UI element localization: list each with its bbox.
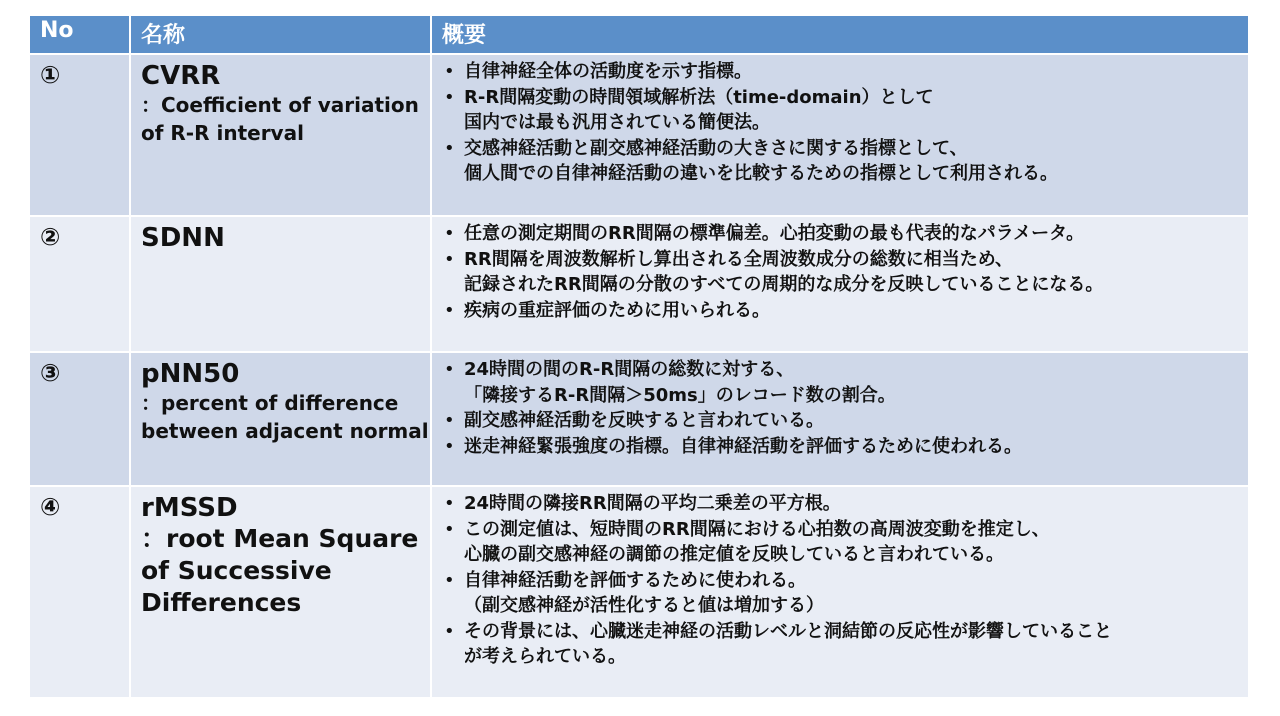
summary-line: • 自律神経全体の活動度を示す指標。: [464, 61, 752, 82]
indicator-fullname-line: of Successive: [141, 556, 332, 585]
indicator-title: rMSSD: [141, 493, 238, 523]
indicator-fullname-line: Differences: [141, 588, 302, 617]
indicator-name: [130, 486, 431, 698]
indicator-fullname-line: of R-R interval: [141, 121, 304, 145]
summary-line: • 自律神経活動を評価するために使われる。: [464, 569, 806, 591]
table-header-row: [30, 16, 1248, 54]
summary-line: • RR間隔を周波数解析し算出される全周波数成分の総数に相当ため、: [464, 248, 1013, 270]
summary-list: [442, 221, 1238, 323]
summary-line: 個人間での自律神経活動の違いを比較するための指標として利用される。: [464, 163, 1058, 184]
summary-line: • 迷走神経緊張強度の指標。自律神経活動を評価するために使われる。: [464, 435, 1022, 457]
summary-bullet: [442, 619, 1238, 670]
summary-bullet: [442, 434, 1238, 460]
header-no: No: [30, 16, 130, 54]
indicator-summary: [431, 54, 1248, 216]
summary-bullet: [442, 298, 1238, 324]
row-number: ②: [30, 216, 130, 352]
table-row: [30, 216, 1248, 352]
row-number: ④: [30, 486, 130, 698]
summary-line: が考えられている。: [464, 646, 626, 667]
indicator-summary: [431, 216, 1248, 352]
indicator-fullname-line: between adjacent normal: [141, 419, 429, 443]
indicator-title: pNN50: [141, 359, 240, 389]
indicator-summary: [431, 486, 1248, 698]
summary-list: [442, 59, 1238, 187]
table-row: [30, 352, 1248, 486]
row-number: ③: [30, 352, 130, 486]
indicator-name: [130, 352, 431, 486]
summary-line: （副交感神経が活性化すると値は増加する）: [464, 595, 824, 616]
header-summary: 概要: [431, 16, 1248, 54]
summary-list: [442, 357, 1238, 459]
indicator-title: CVRR: [141, 61, 221, 91]
indicator-fullname-line: ：percent of difference: [141, 391, 399, 415]
summary-list: [442, 491, 1238, 670]
summary-line: • 24時間の隣接RR間隔の平均二乗差の平方根。: [464, 493, 841, 514]
summary-bullet: [442, 247, 1238, 298]
row-number: ①: [30, 54, 130, 216]
summary-line: • この測定値は、短時間のRR間隔における心拍数の高周波変動を推定し、: [464, 518, 1050, 540]
summary-bullet: [442, 408, 1238, 434]
indicator-title: SDNN: [141, 223, 225, 253]
summary-line: 記録されたRR間隔の分散のすべての周期的な成分を反映していることになる。: [464, 274, 1104, 295]
indicator-fullname-line: ：Coefficient of variation: [141, 93, 419, 117]
summary-bullet: [442, 357, 1238, 408]
summary-line: • その背景には、心臓迷走神経の活動レベルと洞結節の反応性が影響していること: [464, 620, 1112, 642]
table-row: [30, 486, 1248, 698]
indicator-summary: [431, 352, 1248, 486]
summary-line: • 交感神経活動と副交感神経活動の大きさに関する指標として、: [464, 137, 968, 159]
summary-bullet: [442, 568, 1238, 619]
summary-line: • R-R間隔変動の時間領域解析法（time-domain）として: [464, 86, 934, 108]
summary-bullet: [442, 491, 1238, 517]
indicator-name: [130, 216, 431, 352]
summary-bullet: [442, 221, 1238, 247]
table-row: [30, 54, 1248, 216]
summary-line: • 疾病の重症評価のために用いられる。: [464, 299, 770, 321]
summary-line: 「隣接するR-R間隔＞50ms」のレコード数の割合。: [464, 384, 896, 406]
indicator-table: [30, 16, 1248, 699]
summary-line: • 24時間の間のR-R間隔の総数に対する、: [464, 359, 795, 380]
summary-bullet: [442, 59, 1238, 85]
summary-bullet: [442, 85, 1238, 136]
summary-line: 国内では最も汎用されている簡便法。: [464, 112, 770, 133]
indicator-fullname-line: ：root Mean Square: [141, 524, 419, 553]
summary-line: • 任意の測定期間のRR間隔の標準偏差。心拍変動の最も代表的なパラメータ。: [464, 223, 1085, 244]
summary-line: 心臓の副交感神経の調節の推定値を反映していると言われている。: [464, 544, 1004, 565]
indicator-name: [130, 54, 431, 216]
summary-bullet: [442, 136, 1238, 187]
summary-bullet: [442, 517, 1238, 568]
header-name: 名称: [130, 16, 431, 54]
summary-line: • 副交感神経活動を反映すると言われている。: [464, 410, 824, 431]
